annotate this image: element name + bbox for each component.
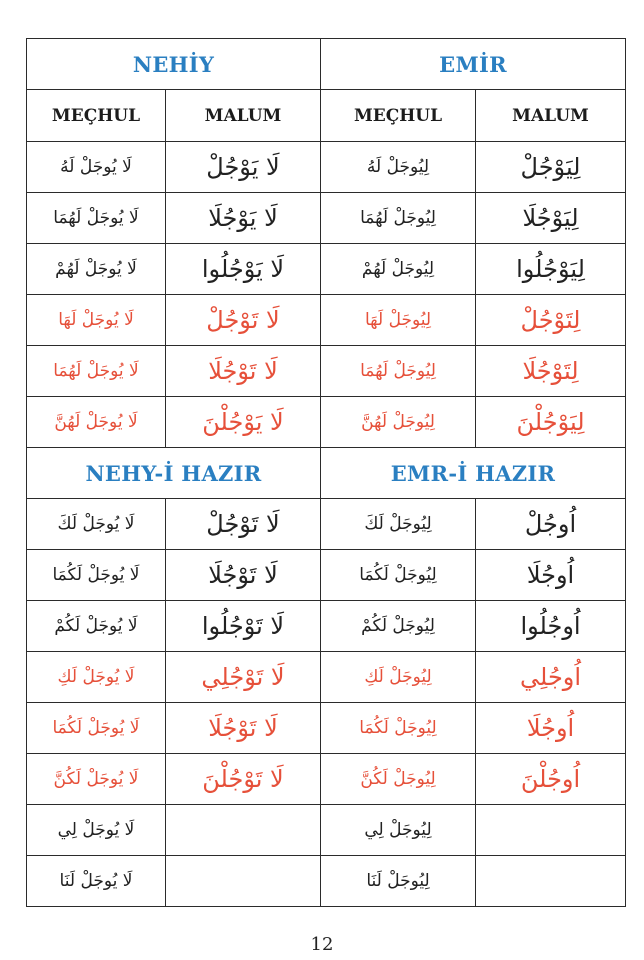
arabic-form: لَا تَوْجُلَا: [208, 561, 278, 589]
table-cell: [166, 703, 321, 754]
table-cell: [476, 754, 626, 805]
table-row: [27, 244, 626, 295]
arabic-form: لَا تَوْجُلُوا: [201, 612, 285, 640]
table-cell: [27, 499, 166, 550]
table-cell: [476, 193, 626, 244]
table-cell-empty: [166, 805, 321, 856]
table-cell-empty: [166, 856, 321, 907]
arabic-form: لِيَوْجُلْنَ: [516, 408, 585, 436]
arabic-form: لِيُوجَلْ لَهُمَا: [360, 208, 436, 228]
table-cell: [27, 856, 166, 907]
table-cell: [166, 601, 321, 652]
table-row: [27, 652, 626, 703]
arabic-form: لِيُوجَلْ لَكُنَّ: [360, 769, 436, 789]
arabic-form: لَا تَوْجُلْ: [206, 510, 280, 538]
arabic-form: لَا تَوْجُلَا: [208, 357, 278, 385]
table-cell: [27, 244, 166, 295]
arabic-form: لِيُوجَلْ لَهُمَا: [360, 361, 436, 381]
table-cell: [166, 499, 321, 550]
table-row: [27, 346, 626, 397]
table-cell: [321, 550, 476, 601]
arabic-form: لَا يُوجَلْ لَكُنَّ: [53, 769, 139, 789]
table-row: [27, 397, 626, 448]
table-cell: [476, 142, 626, 193]
table-cell: [166, 346, 321, 397]
arabic-form: لَا تَوْجُلْ: [206, 306, 280, 334]
table-cell: [321, 295, 476, 346]
table-cell: [27, 346, 166, 397]
table-cell: [27, 754, 166, 805]
arabic-form: لِيُوجَلْ لَهَا: [364, 310, 432, 330]
table-row: [27, 142, 626, 193]
section-title-emir: EMİR: [321, 39, 626, 90]
table-cell: [27, 295, 166, 346]
table-row: [27, 805, 626, 856]
arabic-form: اُوجُلَا: [526, 714, 575, 742]
arabic-form: لَا يُوجَلْ لَكِ: [57, 667, 135, 687]
arabic-form: لِيَوْجُلُوا: [516, 255, 585, 283]
table-cell: [321, 856, 476, 907]
arabic-form: اُوجُلُوا: [520, 612, 581, 640]
section-title-nehy-i-hazir: NEHY-İ HAZIR: [27, 448, 321, 499]
arabic-form: لِيَوْجُلْ: [520, 153, 581, 181]
table-cell: [476, 703, 626, 754]
arabic-form: اُوجُلْنَ: [520, 765, 581, 793]
arabic-form: لَا يُوجَلْ لَهُنَّ: [54, 412, 138, 432]
arabic-form: لِيَوْجُلَا: [522, 204, 579, 232]
arabic-form: لِيُوجَلْ لَهُمْ: [361, 259, 435, 279]
table-row: [27, 550, 626, 601]
arabic-form: اُوجُلْ: [524, 510, 577, 538]
arabic-form: لَا يُوجَلْ لَهُمْ: [55, 259, 137, 279]
table-cell: [27, 142, 166, 193]
arabic-form: لَا يُوجَلْ لَنَا: [59, 871, 133, 891]
arabic-form: لَا تَوْجُلِي: [201, 663, 285, 691]
table-cell: [27, 805, 166, 856]
page-number: 12: [310, 934, 334, 955]
arabic-form: لَا يُوجَلْ لَهُمَا: [53, 208, 139, 228]
arabic-form: لَا يَوْجُلَا: [208, 204, 278, 232]
arabic-form: لَا يُوجَلْ لَكُمَا: [52, 565, 140, 585]
arabic-form: لَا يُوجَلْ لَهَا: [58, 310, 134, 330]
table-cell: [476, 295, 626, 346]
table-cell: [476, 346, 626, 397]
arabic-form: لِيُوجَلْ لَكُمْ: [361, 616, 435, 636]
table-cell: [166, 295, 321, 346]
section-title-emr-i-hazir: EMR-İ HAZIR: [321, 448, 626, 499]
arabic-form: لِيُوجَلْ لَنَا: [366, 871, 430, 891]
table-cell: [476, 550, 626, 601]
arabic-form: لِيُوجَلْ لَهُنَّ: [361, 412, 435, 432]
table-cell: [166, 550, 321, 601]
arabic-form: لِيُوجَلْ لَكَ: [364, 514, 432, 534]
table-cell: [166, 652, 321, 703]
table-row: [27, 754, 626, 805]
table-cell-empty: [476, 856, 626, 907]
arabic-form: لِتَوْجُلَا: [522, 357, 579, 385]
table-cell: [166, 142, 321, 193]
table-cell: [27, 703, 166, 754]
table-row: [27, 703, 626, 754]
table-cell: [321, 754, 476, 805]
table-row: [27, 499, 626, 550]
table-row: [27, 295, 626, 346]
table-cell: [476, 499, 626, 550]
table-cell: [27, 652, 166, 703]
arabic-form: لَا تَوْجُلَا: [208, 714, 278, 742]
arabic-form: لِتَوْجُلْ: [520, 306, 581, 334]
table-cell: [166, 193, 321, 244]
arabic-form: لَا يَوْجُلْ: [206, 153, 280, 181]
column-header-malum: MALUM: [166, 90, 321, 142]
table-cell: [166, 244, 321, 295]
table-cell: [166, 397, 321, 448]
table-cell: [321, 601, 476, 652]
table-cell: [321, 397, 476, 448]
table-cell: [476, 652, 626, 703]
table-cell: [321, 499, 476, 550]
column-header-malum: MALUM: [476, 90, 626, 142]
column-header-mechul: MEÇHUL: [321, 90, 476, 142]
arabic-form: لَا يَوْجُلُوا: [201, 255, 285, 283]
arabic-form: لِيُوجَلْ لَكُمَا: [359, 718, 437, 738]
table-cell: [321, 703, 476, 754]
arabic-form: لِيُوجَلْ لَكُمَا: [359, 565, 437, 585]
arabic-form: لِيُوجَلْ لَهُ: [366, 157, 430, 177]
table-cell: [321, 142, 476, 193]
arabic-form: لَا تَوْجُلْنَ: [202, 765, 284, 793]
table-cell: [476, 397, 626, 448]
arabic-form: لِيُوجَلْ لَكِ: [364, 667, 432, 687]
arabic-form: لَا يَوْجُلْنَ: [202, 408, 284, 436]
table-cell: [27, 397, 166, 448]
table-cell: [27, 550, 166, 601]
table-cell: [321, 346, 476, 397]
arabic-form: لَا يُوجَلْ لِي: [57, 820, 135, 840]
conjugation-table: [26, 38, 626, 907]
arabic-form: لَا يُوجَلْ لَهُ: [60, 157, 132, 177]
arabic-form: لَا يُوجَلْ لَكَ: [57, 514, 135, 534]
table-cell: [27, 601, 166, 652]
table-cell: [166, 754, 321, 805]
table-cell: [321, 805, 476, 856]
table-cell-empty: [476, 805, 626, 856]
table-cell: [476, 601, 626, 652]
table-cell: [27, 193, 166, 244]
table-cell: [476, 244, 626, 295]
arabic-form: لَا يُوجَلْ لَكُمَا: [52, 718, 140, 738]
table-cell: [321, 652, 476, 703]
arabic-form: لَا يُوجَلْ لَكُمْ: [54, 616, 138, 636]
table-row: [27, 856, 626, 907]
column-header-mechul: MEÇHUL: [27, 90, 166, 142]
table-cell: [321, 244, 476, 295]
table-row: [27, 601, 626, 652]
arabic-form: لِيُوجَلْ لِي: [364, 820, 432, 840]
arabic-form: اُوجُلِي: [520, 663, 582, 691]
arabic-form: لَا يُوجَلْ لَهُمَا: [53, 361, 139, 381]
table-row: [27, 193, 626, 244]
section-title-nehiy: NEHİY: [27, 39, 321, 90]
table-cell: [321, 193, 476, 244]
arabic-form: اُوجُلَا: [526, 561, 575, 589]
